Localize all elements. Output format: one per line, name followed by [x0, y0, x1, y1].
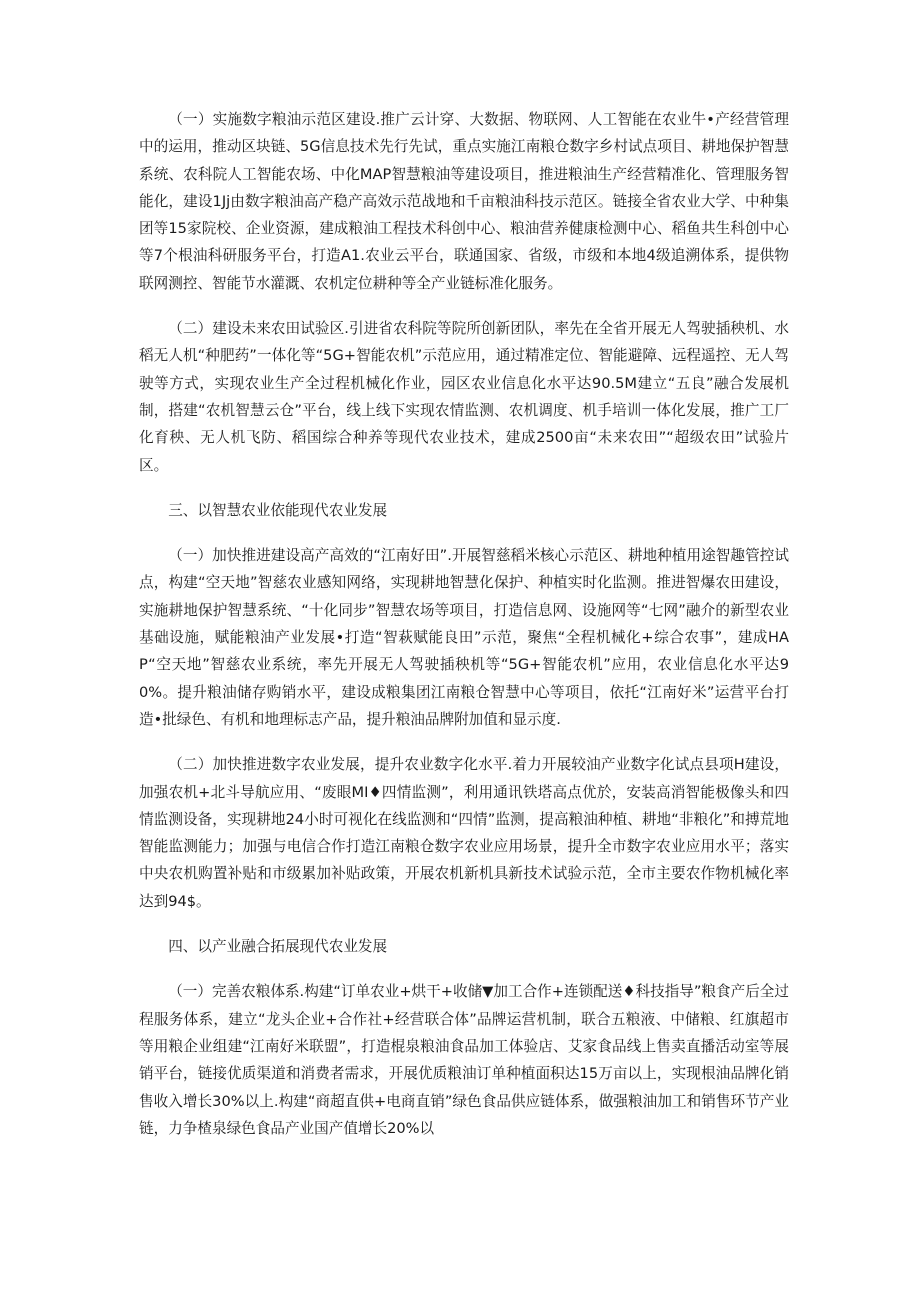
- paragraph-gap: [139, 915, 789, 933]
- paragraph-gap: [139, 960, 789, 978]
- paragraph-gap: [139, 297, 789, 315]
- paragraph-digital-grain-demo: （一）实施数字粮油示范区建设.推广云计穿、大数据、物联网、人工智能在农业牛•产经营管理中的运用，推动区块链、5G信息技术先行先试，重点实施江南粮仓数字乡村试点项目、耕地保护智慧系统、农科院人工智能农场、中化MAP智慧粮油等建设项目，推进粮油生产经营精准化、管理服务智能化，建设1Jj由数字粮油高产稳产高效示范战地和千亩粮油科技示范区。链接全省农业大学、中种集团等15家院校、企业资源，建成粮油工程技术科创中心、粮油营养健康检测中心、稻鱼共生科创中心等7个根油科研服务平台，打造A1.农业云平台，联通国家、省级，市级和本地4级追溯体系，提供物联网测控、智能节水灌溉、农机定位耕种等全产业链标准化服务。: [139, 111, 789, 292]
- section-heading-smart-agriculture: 三、以智慧农业依能现代农业发展: [168, 501, 388, 519]
- document-body: [139, 106, 789, 1142]
- section-heading-industry-integration: 四、以产业融合拓展现代农业发展: [168, 938, 388, 956]
- paragraph-digital-agriculture: （二）加快推进数字农业发展，提升农业数字化水平.着力开展较油产业数字化试点县项H建设，加强农机+北斗导航应用、“废眼MI♦四情监测”，利用通讯铁塔高点优於，安装高消智能极像头和四情监测设备，实现耕地24小时可视化在线监测和“四情”监测，提高粮油种植、耕地“非粮化”和搏荒地智能监测能力；加强与电信合作打造江南粮仓数字农业应用场景，提升全市数字农业应用水平；落实中央农机购置补贴和市级累加补贴政策，开展农机新机具新技术试验示范，全市主要农作物机械化率达到94$。: [139, 756, 789, 910]
- paragraph-future-farmland: （二）建设未来农田试验区.引进省农科院等院所创新团队，率先在全省开展无人驾驶插秧机、水稻无人机“种肥药”一体化等“5G+智能农机”示范应用，通过精准定位、智能避障、远程遥控、无人驾驶等方式，实现农业生产全过程机械化作业，园区农业信息化水平达90.5M建立“五良”融合发展机制，搭建“农机智慧云仓”平台，线上线下实现农情监测、农机调度、机手培训一体化发展，推广工厂化育秧、无人机飞防、稻国综合种养等现代农业技术，建成2500亩“未来农田”“超级农田”试验片区。: [139, 320, 789, 474]
- paragraph-gap: [139, 733, 789, 751]
- paragraph-gap: [139, 479, 789, 497]
- paragraph-gap: [139, 524, 789, 542]
- paragraph-grain-system: （一）完善农粮体系.构建“订单农业+烘干+收储▼加工合作+连锁配送♦科技指导”粮食产后全过程服务体系，建立“龙头企业+合作社+经营联合体”品牌运营机制，联合五粮液、中储粮、红旗超市等用粮企业组建“江南好米联盟”，打造棍泉粮油食品加工体验店、艾家食品线上售卖直播活动室等展销平台，链接优质渠道和消费者需求，开展优质粮油订单种植面积达15万亩以上，实现根油品牌化销售收入增长30%以上.构建“商超直供+电商直销”绿色食品供应链体系，做强粮油加工和销售环节产业链，力争楂泉绿色食品产业国产值增长20%以: [139, 983, 789, 1137]
- paragraph-jiangnan-good-fields: （一）加快推进建设高产高效的“江南好田”.开展智慈稻米核心示范区、耕地种植用途智趣管控试点，构建“空天地”智慈农业感知网络，实现耕地智慧化保护、种植实时化监测。推进智爆农田建设，实施耕地保护智慧系统、“十化同步”智慧农场等项目，打造信息网、设施网等“七网”融介的新型农业基础设施，赋能粮油产业发展•打造“智萩赋能良田”示范，聚焦“全程机械化+综合农事”，建成HAP“空天地”智慈农业系统，率先开展无人驾驶插秧机等“5G+智能农机”应用，农业信息化水平达90%。提升粮油储存购销水平，建设成粮集团江南粮仓智慧中心等项目，依托“江南好米”运营平台打造•批绿色、有机和地理标志产品，提升粮油品牌附加值和显示度.: [139, 547, 789, 728]
